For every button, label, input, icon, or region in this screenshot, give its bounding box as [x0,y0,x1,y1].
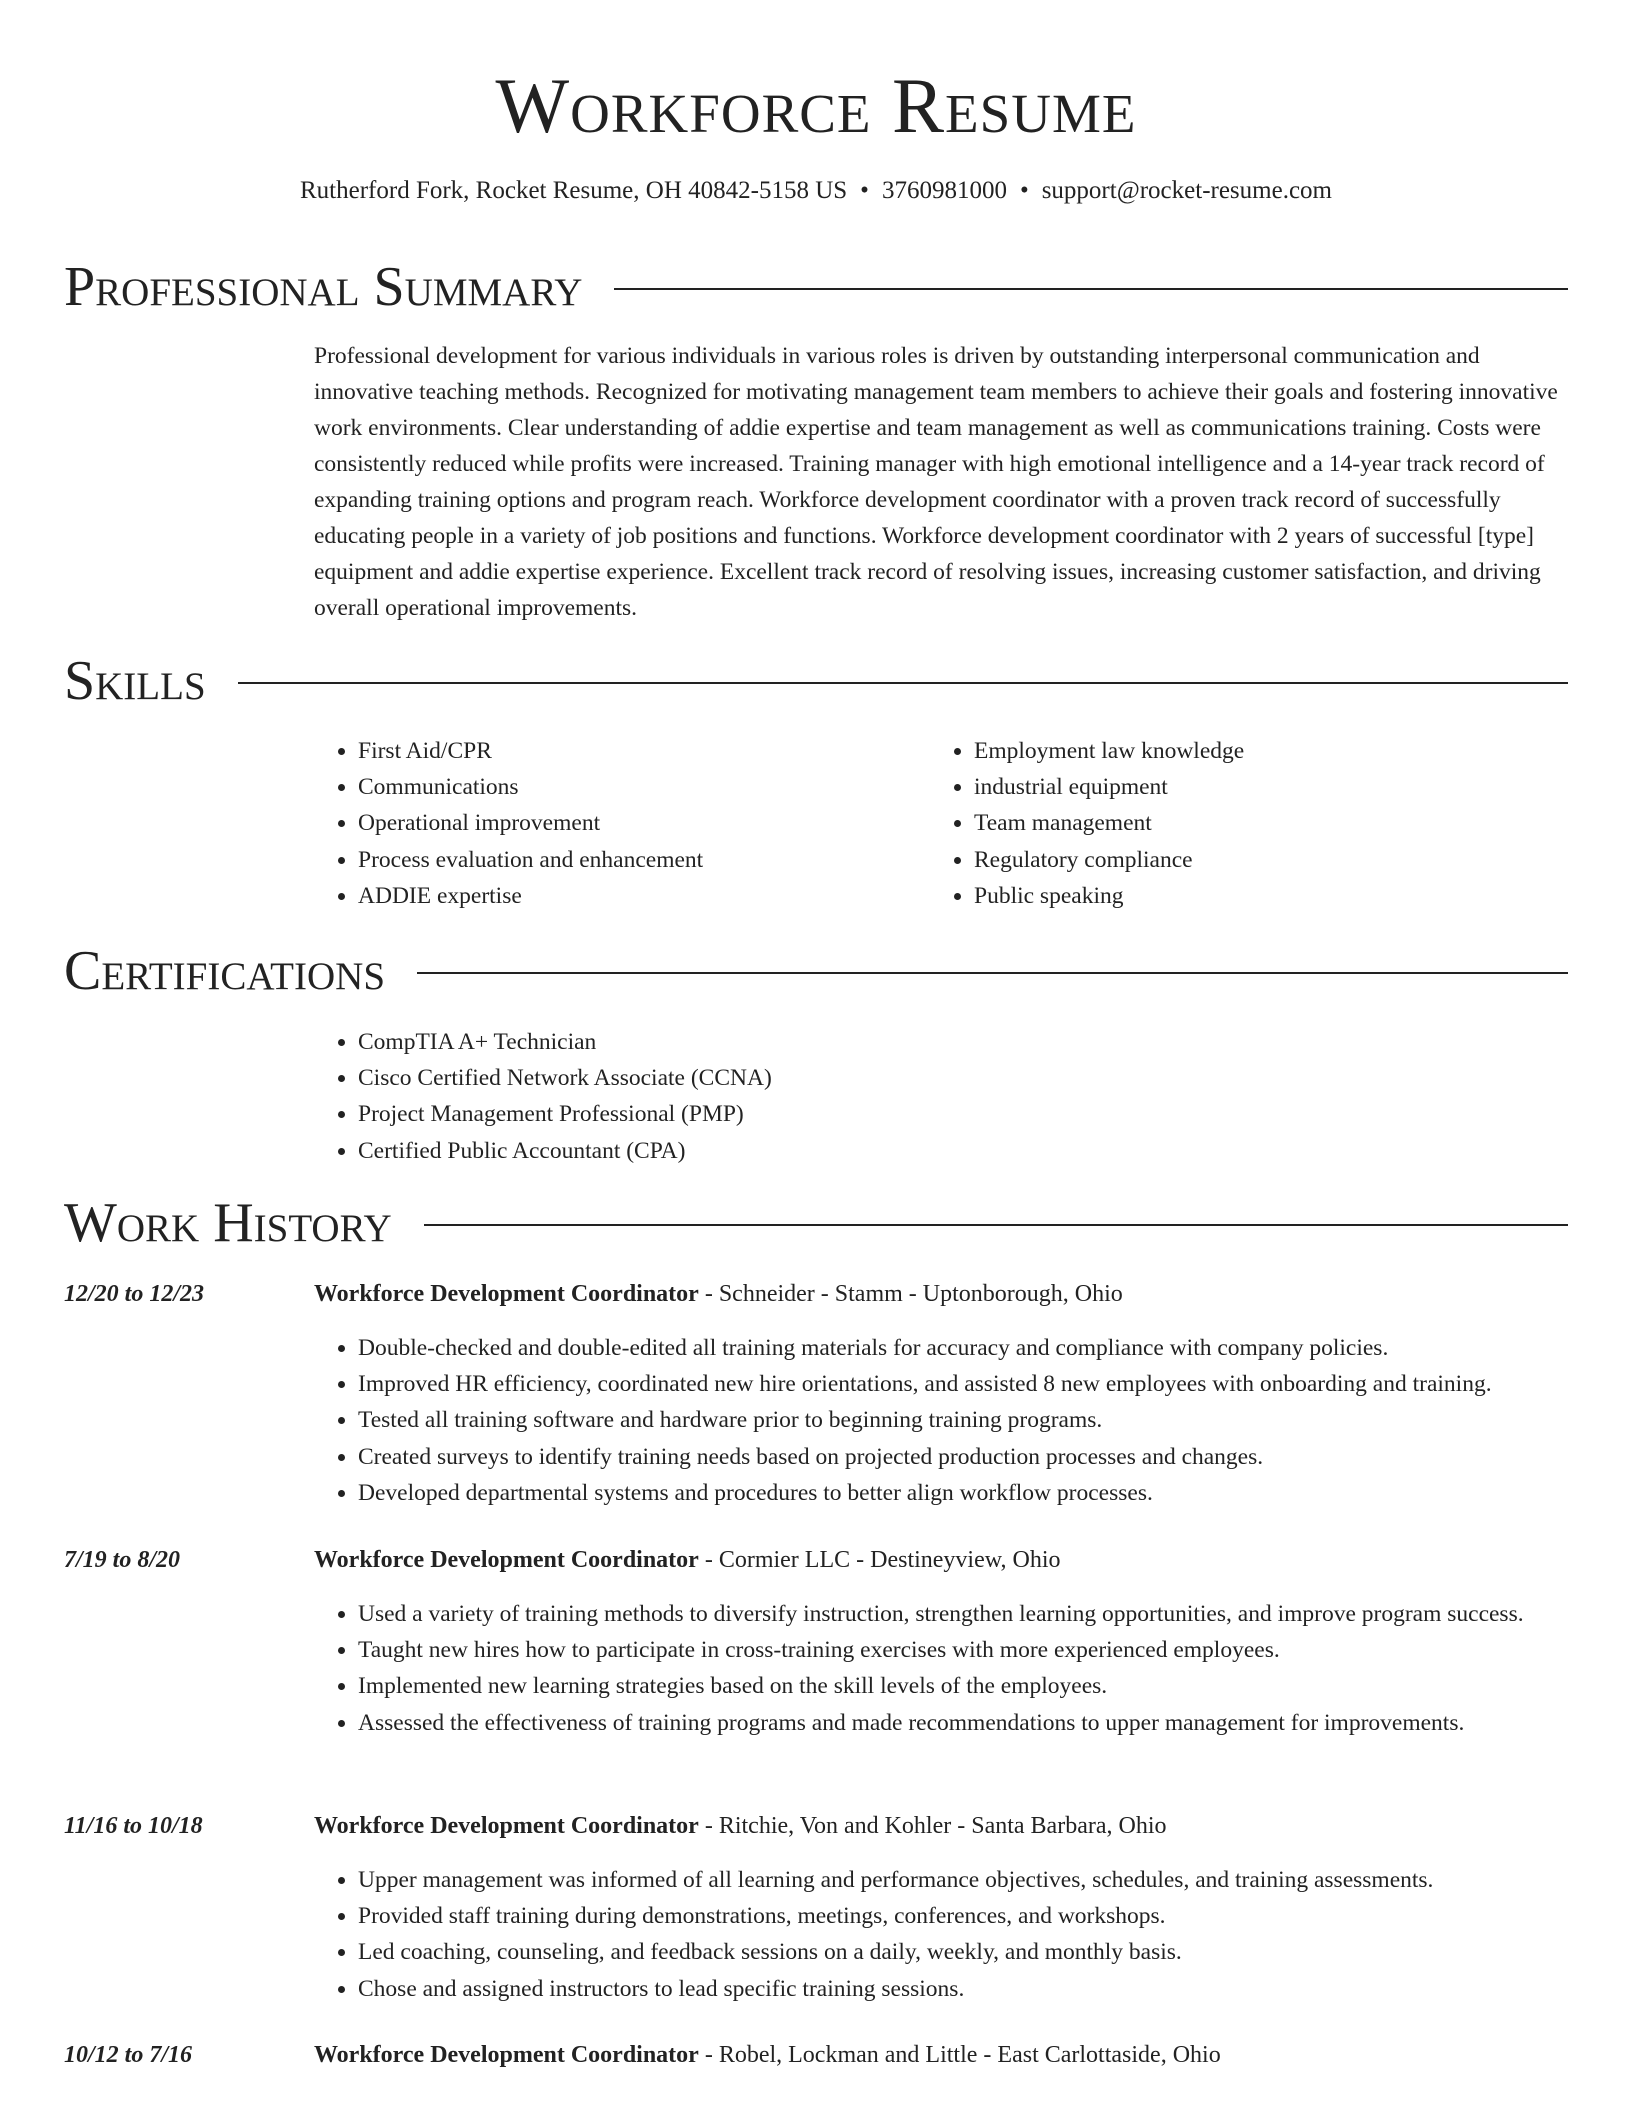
skills-list-left [314,733,914,914]
job-employer: - Ritchie, Von and Kohler - Santa Barbara, Ohio [698,1813,1167,1839]
section-divider [238,682,1568,684]
job-header [314,1808,1570,1844]
certification-item: • CompTIA A+ Technician [358,1024,1570,1060]
certification-item: • Cisco Certified Network Associate (CCNA) [358,1060,1570,1096]
job-bullet: • Double-checked and double-edited all training materials for accuracy and compliance with company policies. [358,1330,1570,1366]
skills-list-right [930,733,1570,914]
skills-section-title: Skills [64,650,206,712]
job-dates: 11/16 to 10/18 [64,1813,203,1839]
certifications-section-title: Certifications [64,940,386,1002]
contact-separator: • [1019,177,1029,204]
certification-item: • Certified Public Accountant (CPA) [358,1133,1570,1169]
job-dates: 7/19 to 8/20 [64,1547,181,1573]
skill-item: • industrial equipment [974,769,1570,805]
contact-phone: 3760981000 [881,177,1007,204]
certification-item: • Project Management Professional (PMP) [358,1096,1570,1132]
job-dates: 10/12 to 7/16 [64,2042,193,2068]
job-bullet: • Used a variety of training methods to diversify instruction, strengthen learning opportunities, and improve program success. [358,1596,1570,1632]
skill-item: • Process evaluation and enhancement [358,842,914,878]
skill-item: • Employment law knowledge [974,733,1570,769]
job-header [314,2037,1570,2073]
job-bullet: • Created surveys to identify training needs based on projected production processes and changes. [358,1439,1570,1475]
certifications-section-header [64,936,1568,1006]
job-bullets [314,1596,1570,1741]
skill-item: • Communications [358,769,914,805]
job-header [314,1542,1570,1578]
job-bullet: • Taught new hires how to participate in cross-training exercises with more experienced employees. [358,1632,1570,1668]
skill-item: • ADDIE expertise [358,878,914,914]
job-employer: - Schneider - Stamm - Uptonborough, Ohio [698,1281,1123,1307]
skill-item: • Team management [974,805,1570,841]
job-bullet: • Chose and assigned instructors to lead specific training sessions. [358,1971,1570,2007]
section-divider [614,288,1568,290]
job-title: Workforce Development Coordinator [314,1281,699,1307]
summary-text: Professional development for various individuals in various roles is driven by outstanding interpersonal communication and innovative teaching methods. Recognized for motivating management team members to achieve their goals and fostering innovative work environments. Clear understanding of addie expertise and team management as well as communications training. Costs were consistently reduced while profits were increased. Training manager with high emotional intelligence and a 14-year track record of expanding training options and program reach. Workforce development coordinator with a proven track record of successfully educating people in a variety of job positions and functions. Workforce development coordinator with 2 years of successful [type] equipment and addie expertise experience. Excellent track record of resolving issues, increasing customer satisfaction, and driving overall operational improvements. [314,343,1558,621]
contact-line [0,174,1632,208]
job-title: Workforce Development Coordinator [314,1813,699,1839]
skill-item: • Operational improvement [358,805,914,841]
job-bullet: • Assessed the effectiveness of training programs and made recommendations to upper management for improvements. [358,1705,1570,1741]
certifications-block [314,1024,1570,1169]
job-bullet: • Implemented new learning strategies based on the skill levels of the employees. [358,1668,1570,1704]
summary-section-title: Professional Summary [64,256,583,318]
job-employer: - Robel, Lockman and Little - East Carlottaside, Ohio [698,2042,1221,2068]
contact-address: Rutherford Fork, Rocket Resume, OH 40842-5158 US [300,177,848,204]
work-history-section-title: Work History [64,1192,392,1254]
job-header [314,1276,1570,1312]
job-employer: - Cormier LLC - Destineyview, Ohio [698,1547,1061,1573]
section-divider [417,972,1568,974]
skills-section-header [64,646,1568,716]
contact-separator: • [860,177,869,204]
job-dates: 12/20 to 12/23 [64,1281,205,1307]
contact-email: support@rocket-resume.com [1041,177,1332,204]
job-bullet: • Upper management was informed of all learning and performance objectives, schedules, and training assessments. [358,1862,1570,1898]
job-bullet: • Tested all training software and hardware prior to beginning training programs. [358,1402,1570,1438]
skills-column-right [930,733,1570,914]
job-bullet: • Improved HR efficiency, coordinated new hire orientations, and assisted 8 new employees with onboarding and training. [358,1366,1570,1402]
job-title: Workforce Development Coordinator [314,2042,699,2068]
work-history-section-header [64,1188,1568,1258]
resume-name: Workforce Resume [495,62,1137,149]
skill-item: • First Aid/CPR [358,733,914,769]
job-bullets [314,1330,1570,1511]
skill-item: • Regulatory compliance [974,842,1570,878]
summary-section-header [64,252,1568,322]
job-bullets [314,1862,1570,2007]
skills-column-left [314,733,914,914]
job-bullet: • Led coaching, counseling, and feedback sessions on a daily, weekly, and monthly basis. [358,1934,1570,1970]
job-bullet: • Developed departmental systems and procedures to better align workflow processes. [358,1475,1570,1511]
certifications-list [314,1024,1570,1169]
job-title: Workforce Development Coordinator [314,1547,699,1573]
section-divider [424,1224,1568,1226]
skill-item: • Public speaking [974,878,1570,914]
job-bullet: • Provided staff training during demonstrations, meetings, conferences, and workshops. [358,1898,1570,1934]
